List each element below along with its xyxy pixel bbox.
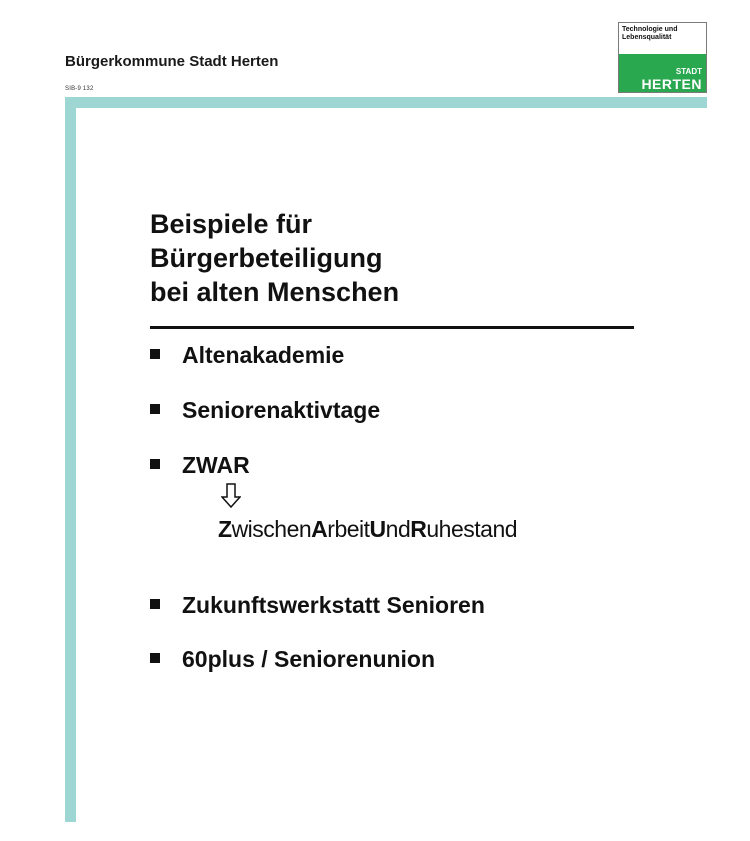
list-item-label: 60plus / Seniorenunion: [182, 646, 436, 672]
expansion-initial: U: [369, 516, 386, 542]
expansion-rest: rbeit: [327, 516, 370, 542]
list-item: [150, 646, 435, 673]
list-item: [150, 592, 485, 619]
list-item: [150, 342, 344, 369]
title-underline: [150, 326, 634, 329]
frame-left-bar: [65, 97, 76, 822]
list-item: [150, 452, 250, 479]
logo-stadt: STADT: [675, 67, 702, 76]
bullet-square-icon: [150, 404, 160, 414]
list-item-label: Zukunftswerkstatt Senioren: [182, 592, 485, 618]
bullet-square-icon: [150, 599, 160, 609]
document-code: SIB-9 132: [65, 86, 94, 92]
list-item-label: Altenakademie: [182, 342, 345, 368]
zwar-expansion: [218, 516, 517, 543]
expansion-rest: nd: [385, 516, 411, 542]
logo-herten: HERTEN: [641, 76, 702, 92]
logo-green-panel: [619, 54, 706, 92]
list-item-label: ZWAR: [182, 452, 250, 478]
logo-tagline-line2: Lebensqualität: [622, 34, 672, 41]
expansion-initial: A: [311, 516, 328, 542]
bullet-square-icon: [150, 653, 160, 663]
list-item: [150, 397, 380, 424]
logo-tagline: [622, 26, 677, 42]
slide-title-line: Bürgerbeteiligung: [150, 243, 383, 273]
slide-title-line: Beispiele für: [150, 209, 313, 239]
header-title: Bürgerkommune Stadt Herten: [65, 53, 279, 70]
expansion-initial: R: [410, 516, 427, 542]
expansion-rest: uhestand: [426, 516, 518, 542]
expansion-rest: wischen: [231, 516, 312, 542]
slide-title: [150, 207, 399, 309]
expansion-initial: Z: [218, 516, 232, 542]
slide-title-line: bei alten Menschen: [150, 277, 400, 307]
bullet-square-icon: [150, 459, 160, 469]
stadt-herten-logo: [618, 22, 707, 93]
arrow-down-icon: [221, 483, 241, 509]
bullet-square-icon: [150, 349, 160, 359]
logo-tagline-line1: Technologie und: [622, 26, 678, 33]
frame-top-bar: [65, 97, 707, 108]
list-item-label: Seniorenaktivtage: [182, 397, 381, 423]
